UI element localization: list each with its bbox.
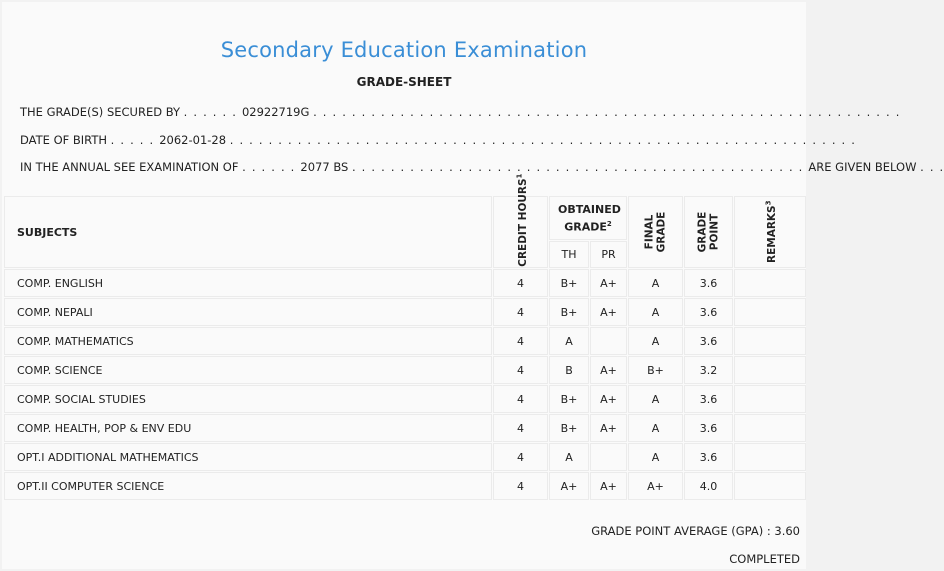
remarks-cell xyxy=(734,269,806,297)
final-grade-cell: A xyxy=(628,269,683,297)
th-grade-cell: B+ xyxy=(549,385,589,413)
pr-grade-cell: A+ xyxy=(590,356,627,384)
remarks-cell xyxy=(734,298,806,326)
final-grade-cell: A xyxy=(628,385,683,413)
th-grade-cell: A+ xyxy=(549,472,589,500)
grade-point-cell: 4.0 xyxy=(684,472,733,500)
credit-cell: 4 xyxy=(493,385,548,413)
remarks-cell xyxy=(734,356,806,384)
gpa-value: 3.60 xyxy=(774,524,800,538)
grade-point-cell: 3.6 xyxy=(684,298,733,326)
subject-cell: COMP. ENGLISH xyxy=(4,269,492,297)
remarks-cell xyxy=(734,327,806,355)
remarks-cell xyxy=(734,385,806,413)
final-grade-cell: A xyxy=(628,443,683,471)
subject-cell: COMP. NEPALI xyxy=(4,298,492,326)
grade-point-cell: 3.6 xyxy=(684,385,733,413)
final-grade-cell: A xyxy=(628,298,683,326)
th-grade-cell: B xyxy=(549,356,589,384)
gpa-label: GRADE POINT AVERAGE (GPA) : xyxy=(591,524,771,538)
header-grade-point: GRADE POINT xyxy=(684,196,733,268)
credit-cell: 4 xyxy=(493,327,548,355)
remarks-cell xyxy=(734,443,806,471)
grades-table xyxy=(4,173,806,506)
pr-grade-cell: A+ xyxy=(590,414,627,442)
credit-cell: 4 xyxy=(493,356,548,384)
subject-cell: COMP. SOCIAL STUDIES xyxy=(4,385,492,413)
final-grade-cell: B+ xyxy=(628,356,683,384)
pr-grade-cell: A+ xyxy=(590,298,627,326)
gpa-line xyxy=(591,524,800,538)
pr-grade-cell: A+ xyxy=(590,269,627,297)
final-grade-cell: A+ xyxy=(628,472,683,500)
remarks-cell xyxy=(734,472,806,500)
status-text: COMPLETED xyxy=(729,552,800,566)
dob-label: DATE OF BIRTH xyxy=(20,133,108,147)
grade-point-cell: 3.6 xyxy=(684,269,733,297)
credit-cell: 4 xyxy=(493,298,548,326)
dob-line: DATE OF BIRTH . . . . . 2062-01-28 . . . . . . . . . . . . . . . . . . . . . . . . . . . . . . . . . . . . . . . . . . . . . . . . . . . . . . . . . . . . . . . . . xyxy=(20,133,857,147)
exam-year: 2077 BS xyxy=(300,160,349,174)
th-grade-cell: B+ xyxy=(549,414,589,442)
exam-label: IN THE ANNUAL SEE EXAMINATION OF xyxy=(20,160,239,174)
subject-cell: OPT.II COMPUTER SCIENCE xyxy=(4,472,492,500)
grade-point-cell: 3.6 xyxy=(684,414,733,442)
credit-cell: 4 xyxy=(493,414,548,442)
pr-grade-cell: A+ xyxy=(590,385,627,413)
header-remarks: REMARKS$^3$ xyxy=(734,196,806,268)
th-grade-cell: A xyxy=(549,443,589,471)
pr-grade-cell xyxy=(590,327,627,355)
header-final-grade: FINAL GRADE xyxy=(628,196,683,268)
subject-cell: COMP. HEALTH, POP & ENV EDU xyxy=(4,414,492,442)
subject-cell: COMP. SCIENCE xyxy=(4,356,492,384)
credit-cell: 4 xyxy=(493,269,548,297)
secured-by-line: THE GRADE(S) SECURED BY . . . . . . 02922719G . . . . . . . . . . . . . . . . . . . . . . . . . . . . . . . . . . . . . . . . . . . . . . . . . . . . . . . . . . . . . xyxy=(20,105,901,119)
credit-cell: 4 xyxy=(493,443,548,471)
subject-cell: COMP. MATHEMATICS xyxy=(4,327,492,355)
pr-grade-cell: A+ xyxy=(590,472,627,500)
remarks-cell xyxy=(734,414,806,442)
page-title: Secondary Education Examination xyxy=(220,38,588,62)
given-below-label: ARE GIVEN BELOW xyxy=(808,160,917,174)
th-grade-cell: B+ xyxy=(549,269,589,297)
secured-by-label: THE GRADE(S) SECURED BY xyxy=(20,105,181,119)
final-grade-cell: A xyxy=(628,414,683,442)
header-th: TH xyxy=(549,241,589,268)
final-grade-cell: A xyxy=(628,327,683,355)
grade-point-cell: 3.6 xyxy=(684,327,733,355)
th-grade-cell: A xyxy=(549,327,589,355)
th-grade-cell: B+ xyxy=(549,298,589,326)
header-subjects: SUBJECTS xyxy=(4,196,492,268)
grade-point-cell: 3.2 xyxy=(684,356,733,384)
subject-cell: OPT.I ADDITIONAL MATHEMATICS xyxy=(4,443,492,471)
symbol-number: 02922719G xyxy=(241,105,310,119)
header-credit-hours: CREDIT HOURS$^1$ xyxy=(493,196,548,268)
exam-line: IN THE ANNUAL SEE EXAMINATION OF . . . . . . 2077 BS . . . . . . . . . . . . . . . . . . . . . . . . . . . . . . . . . . . . . . . . . . . . . . . ARE GIVEN BELOW . . . xyxy=(20,160,944,174)
dob-value: 2062-01-28 xyxy=(159,133,227,147)
header-pr: PR xyxy=(590,241,627,268)
header-obtained-grade: OBTAINED GRADE$^2$ xyxy=(549,196,627,240)
page-subtitle: GRADE-SHEET xyxy=(356,75,452,89)
grade-point-cell: 3.6 xyxy=(684,443,733,471)
pr-grade-cell xyxy=(590,443,627,471)
credit-cell: 4 xyxy=(493,472,548,500)
